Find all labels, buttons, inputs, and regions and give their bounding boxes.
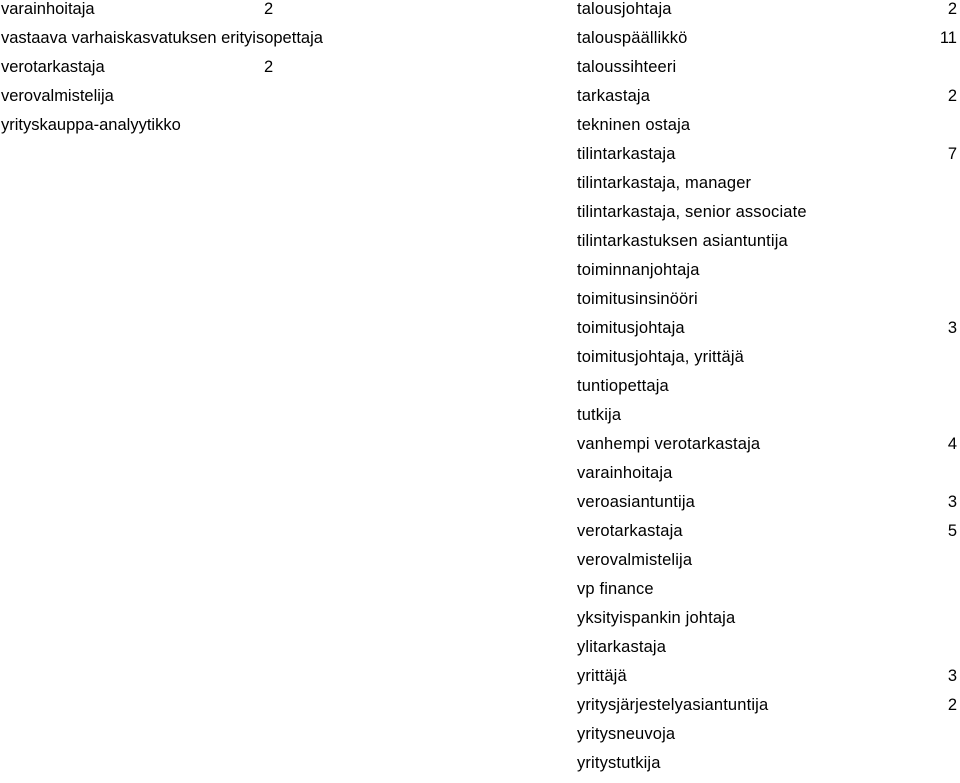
job-title: toiminnanjohtaja — [577, 261, 700, 279]
job-title: verotarkastaja — [577, 522, 683, 540]
job-count: 2 — [264, 58, 274, 76]
job-title: vastaava varhaiskasvatuksen erityisopettaja — [1, 29, 323, 47]
list-item — [577, 406, 958, 435]
job-count: 11 — [939, 29, 957, 47]
job-count: 2 — [947, 696, 957, 714]
list-item — [577, 174, 958, 203]
list-item — [577, 522, 958, 551]
job-title: tarkastaja — [577, 87, 651, 105]
job-title: verotarkastaja — [1, 58, 105, 76]
list-item — [577, 29, 958, 58]
job-title: veroasiantuntija — [577, 493, 695, 511]
job-count: 2 — [947, 87, 957, 105]
job-title: toimitusjohtaja, yrittäjä — [577, 348, 744, 366]
list-item — [1, 29, 323, 58]
job-title: yrityskauppa-analyytikko — [1, 116, 181, 134]
list-item — [577, 261, 958, 290]
job-title: tutkija — [577, 406, 622, 424]
job-title: varainhoitaja — [1, 0, 95, 18]
list-item — [577, 667, 958, 696]
list-item — [577, 203, 958, 232]
job-title: talouspäällikkö — [577, 29, 688, 47]
job-title: yritysjärjestelyasiantuntija — [577, 696, 769, 714]
job-title: varainhoitaja — [577, 464, 673, 482]
list-item — [577, 319, 958, 348]
job-title: tilintarkastaja, senior associate — [577, 203, 807, 221]
list-item — [1, 0, 291, 29]
job-title: toimitusinsinööri — [577, 290, 698, 308]
list-item — [577, 580, 958, 609]
list-item — [1, 58, 291, 87]
list-item — [577, 145, 958, 174]
list-item — [577, 609, 958, 638]
list-item — [577, 377, 958, 406]
job-title: ylitarkastaja — [577, 638, 667, 656]
list-item — [577, 58, 958, 87]
list-item — [577, 87, 958, 116]
job-count: 3 — [947, 667, 957, 685]
job-title: vanhempi verotarkastaja — [577, 435, 761, 453]
list-item — [577, 290, 958, 319]
job-title: yritystutkija — [577, 754, 661, 772]
job-title: tilintarkastaja — [577, 145, 676, 163]
list-item — [577, 116, 958, 145]
list-item — [577, 493, 958, 522]
job-title: vp finance — [577, 580, 654, 598]
list-item — [577, 0, 958, 29]
right-column — [577, 0, 958, 783]
list-item — [577, 464, 958, 493]
job-title: yrittäjä — [577, 667, 627, 685]
list-item — [577, 696, 958, 725]
job-count: 7 — [947, 145, 957, 163]
job-title: verovalmistelija — [577, 551, 693, 569]
job-count: 2 — [264, 0, 274, 18]
list-item — [577, 435, 958, 464]
left-column — [1, 0, 323, 145]
job-title: verovalmistelija — [1, 87, 114, 105]
list-item — [577, 638, 958, 667]
job-title: taloussihteeri — [577, 58, 677, 76]
job-count: 2 — [947, 0, 957, 18]
list-item — [577, 348, 958, 377]
list-item — [577, 725, 958, 754]
job-count: 4 — [947, 435, 957, 453]
job-title: tilintarkastaja, manager — [577, 174, 752, 192]
list-item — [577, 551, 958, 580]
list-item — [1, 116, 291, 145]
job-title: toimitusjohtaja — [577, 319, 685, 337]
job-title: talousjohtaja — [577, 0, 672, 18]
job-title: tilintarkastuksen asiantuntija — [577, 232, 788, 250]
job-title: yksityispankin johtaja — [577, 609, 736, 627]
list-item — [1, 87, 291, 116]
job-count: 3 — [947, 493, 957, 511]
job-title: yritysneuvoja — [577, 725, 676, 743]
job-title: tuntiopettaja — [577, 377, 669, 395]
job-title: tekninen ostaja — [577, 116, 691, 134]
job-count: 3 — [947, 319, 957, 337]
list-item — [577, 754, 958, 783]
list-item — [577, 232, 958, 261]
job-count: 5 — [947, 522, 957, 540]
